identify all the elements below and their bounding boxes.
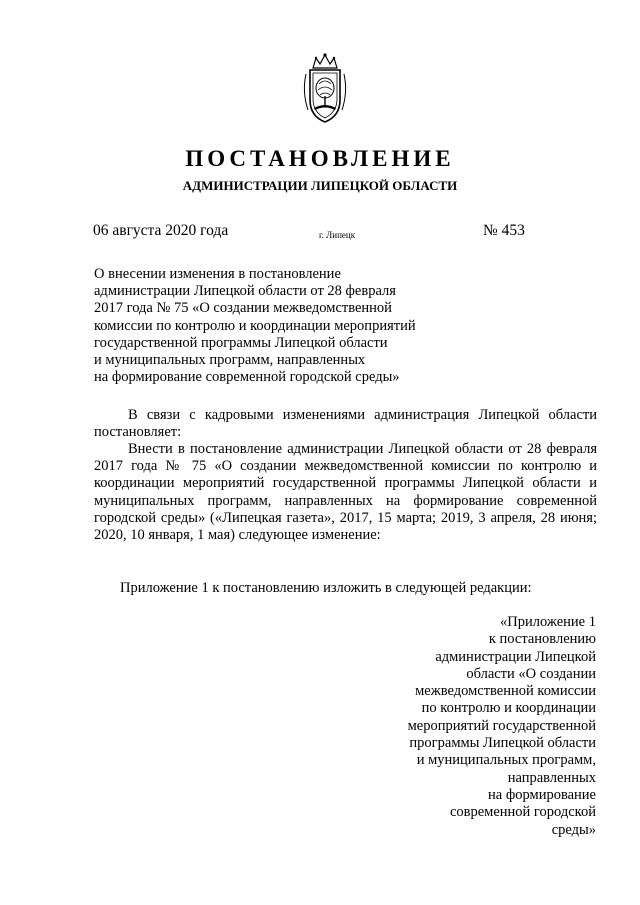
coat-of-arms-icon	[300, 52, 350, 124]
appendix-intro: Приложение 1 к постановлению изложить в следующей редакции:	[120, 580, 532, 596]
appendix-header-line: к постановлению	[488, 631, 596, 648]
appendix-header-line: на формирование	[488, 786, 596, 803]
heading-line: комиссии по контролю и координации мероприятий	[94, 317, 416, 334]
appendix-header-line: среды»	[551, 821, 596, 838]
heading-line: государственной программы Липецкой области	[94, 334, 388, 351]
appendix-header-line: направленных	[507, 769, 596, 786]
appendix-header-line: и муниципальных программ,	[416, 752, 596, 769]
document-date: 06 августа 2020 года	[93, 222, 229, 239]
appendix-header-line: межведомственной комиссии	[415, 683, 596, 700]
body-paragraph-1	[94, 407, 597, 441]
appendix-header-line: области «О создании	[466, 665, 596, 682]
appendix-header-line: «Приложение 1	[500, 614, 596, 630]
appendix-header-line: мероприятий государственной	[407, 717, 596, 734]
heading-line: О внесении изменения в постановление	[94, 266, 341, 282]
document-heading	[94, 266, 416, 386]
appendix-header-line: программы Липецкой области	[409, 735, 596, 752]
appendix-header-line: современной городской	[449, 804, 596, 821]
appendix-header	[408, 614, 596, 839]
document-city: г. Липецк	[319, 230, 356, 240]
heading-line: 2017 года № 75 «О создании межведомственной	[94, 300, 392, 317]
document-title: ПОСТАНОВЛЕНИЕ	[185, 146, 455, 171]
heading-line: на формирование современной городской среды»	[94, 369, 400, 386]
heading-line: и муниципальных программ, направленных	[94, 352, 366, 369]
body-paragraph-2	[94, 441, 597, 544]
body-paragraph-2-text: Внести в постановление администрации Липецкой области от 28 февраля 2017 года № 75 «О создании межведомственной комиссии по контролю и координации мероприятий государственной программы Липецкой области и муниципальных программ, направленных на формирование современной городской среды» («Липецкая газета», 2017, 15 марта; 2019, 3 апреля, 28 июня; 2020, 10 января, 1 мая) следующее изменение:	[94, 441, 597, 544]
appendix-header-line: администрации Липецкой	[435, 648, 596, 665]
heading-line: администрации Липецкой области от 28 февраля	[94, 283, 396, 300]
appendix-header-line: по контролю и координации	[421, 700, 596, 717]
body-paragraph-1-text: В связи с кадровыми изменениями администрация Липецкой области постановляет:	[94, 407, 597, 441]
document-number: № 453	[483, 222, 525, 239]
document-subtitle: АДМИНИСТРАЦИИ ЛИПЕЦКОЙ ОБЛАСТИ	[182, 178, 458, 193]
